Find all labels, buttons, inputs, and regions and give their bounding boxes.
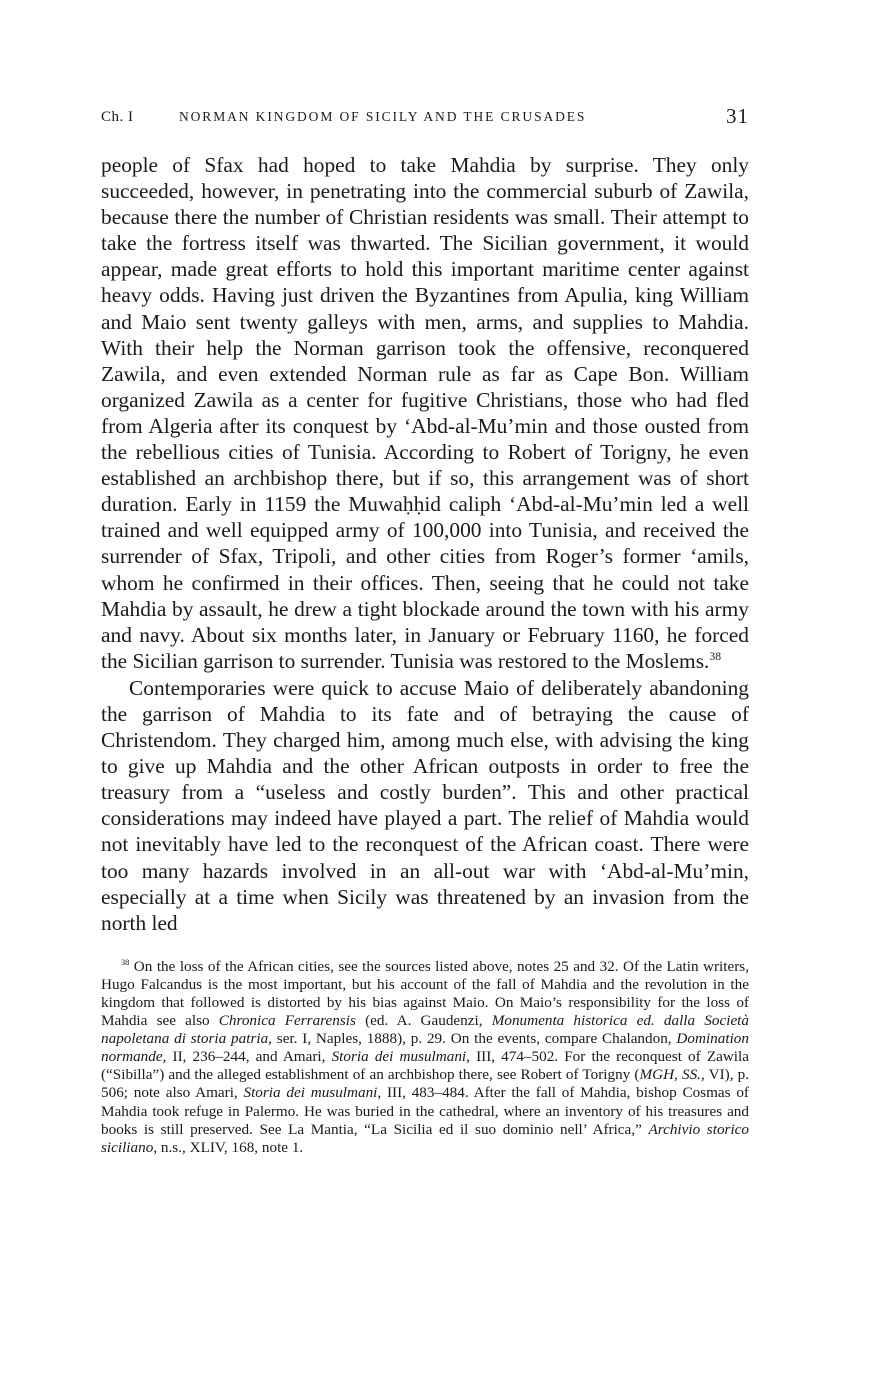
- footnotes: [101, 958, 749, 1157]
- footnote-title: MGH, SS.: [639, 1066, 701, 1084]
- running-head: [101, 100, 749, 136]
- footnote-title: Storia dei musulmani: [331, 1048, 467, 1066]
- footnote-text: , II, 236–244, and Amari,: [162, 1048, 332, 1066]
- footnote-text: , VI), p. 506; note also Amari,: [101, 1066, 749, 1102]
- body-text: [101, 152, 749, 936]
- running-title: NORMAN KINGDOM OF SICILY AND THE CRUSADES: [179, 109, 587, 124]
- footnote-ref-38: 38: [709, 649, 722, 663]
- footnote-text: , n.s., XLIV, 168, note 1.: [153, 1138, 304, 1156]
- footnote-title: Chronica Ferrarensis: [218, 1012, 356, 1030]
- footnote-title: Monumenta historica ed. dalla Società napoletana di storia patria: [101, 1012, 749, 1048]
- footnote-number: 38: [121, 957, 130, 967]
- page-number: 31: [726, 104, 749, 128]
- footnote-text: , III, 483–484. After the fall of Mahdia, bishop Cosmas of Mahdia took refuge in Palermo. He was buried in the cathedral, where an inventory of his treasures and books is still preserved. See La Mantia, “La Sicilia ed il suo dominio nell’ Africa,”: [101, 1084, 749, 1138]
- paragraph-2: Contemporaries were quick to accuse Maio of deliberately abandoning the garrison of Mahdia to its fate and of betraying the cause of Christendom. They charged him, among much else, with advising the king to give up Mahdia and the other African outposts in order to free the treasury from a “useless and costly burden”. This and other practical considerations may indeed have played a part. The relief of Mahdia would not inevitably have led to the reconquest of the African coast. There were too many hazards involved in an all-out war with ‘Abd-al-Mu’min, especially at a time when Sicily was threatened by an invasion from the north led: [101, 675, 749, 935]
- footnote-title: Domination normande: [101, 1030, 749, 1066]
- footnote-title: Archivio storico siciliano: [101, 1120, 750, 1156]
- footnote-text: (ed. A. Gaudenzi,: [355, 1012, 492, 1030]
- paragraph-1: [101, 152, 749, 674]
- footnote-text: , ser. I, Naples, 1888), p. 29. On the events, compare Chalandon,: [268, 1030, 677, 1048]
- book-page: [101, 100, 749, 1157]
- footnote-text: , III, 474–502. For the reconquest of Zawila (“Sibilla”) and the alleged establishment of an archbishop there, see Robert of Torigny (: [101, 1048, 749, 1084]
- paragraph-1-text: people of Sfax had hoped to take Mahdia by surprise. They only succeeded, however, in penetrating into the commercial suburb of Zawila, because there the number of Christian residents was small. Their attempt to take the fortress itself was thwarted. The Sicilian government, it would appear, made great efforts to hold this important maritime center against heavy odds. Having just driven the Byzantines from Apulia, king William and Maio sent twenty galleys with men, arms, and supplies to Mahdia. With their help the Norman garrison took the offensive, reconquered Zawila, and even extended Norman rule as far as Cape Bon. William organized Zawila as a center for fugitive Christians, those who had fled from Algeria after its conquest by ‘Abd-al-Mu’min and those ousted from the rebellious cities of Tunisia. According to Robert of Torigny, he even established an archbishop there, but if so, this arrangement was of short duration. Early in 1159 the Muwaḥḥid caliph ‘Abd-al-Mu’min led a well trained and well equipped army of 100,000 into Tunisia, and received the surrender of Sfax, Tripoli, and other cities from Roger’s former ‘amils, whom he confirmed in their offices. Then, seeing that he could not take Mahdia by assault, he drew a tight blockade around the town with his army and navy. About six months later, in January or February 1160, he forced the Sicilian garrison to surrender. Tunisia was restored to the Moslems.: [101, 153, 749, 673]
- footnote-title: Storia dei musulmani: [243, 1084, 378, 1102]
- footnote-text: On the loss of the African cities, see the sources listed above, notes 25 and 32. Of the Latin writers, Hugo Falcandus is the most important, but his account of the fall of Mahdia and the revolution in the kingdom that followed is distorted by his bias against Maio. On Maio’s responsibility for the loss of Mahdia see also: [101, 957, 749, 1030]
- footnote-38: [101, 958, 749, 1157]
- chapter-label: Ch. I: [101, 109, 134, 125]
